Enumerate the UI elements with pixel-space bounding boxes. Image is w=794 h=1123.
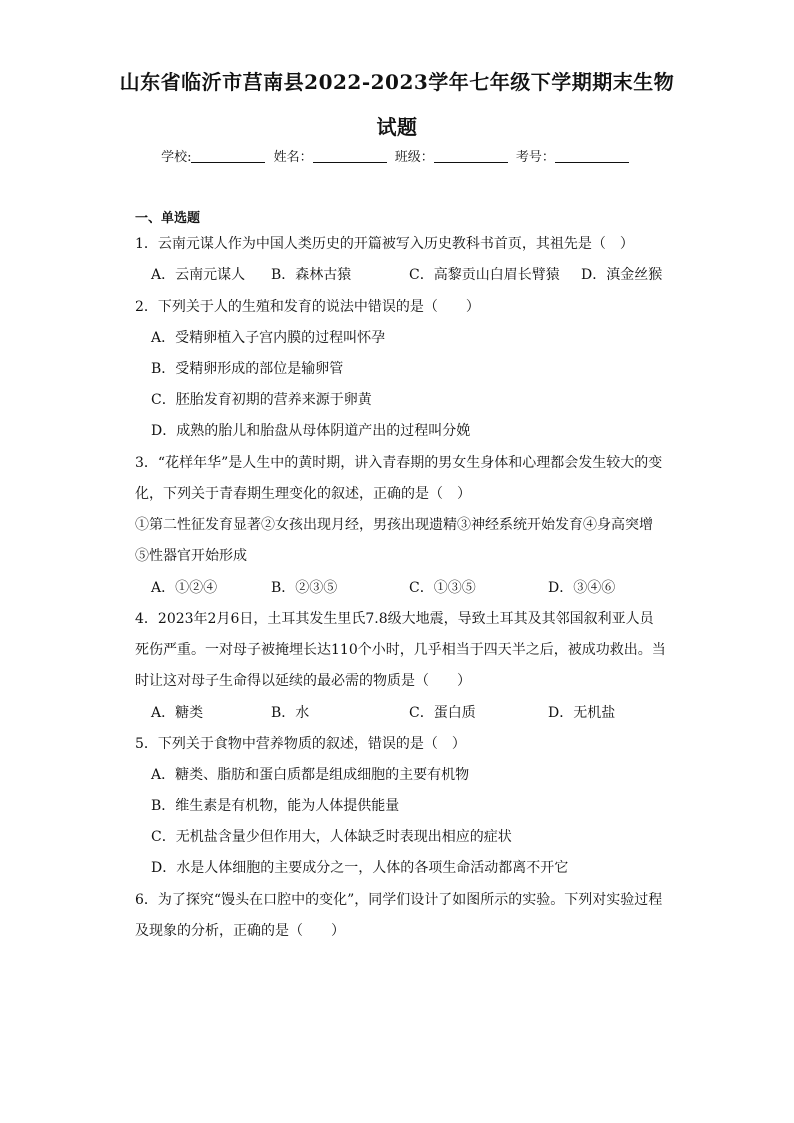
- school-label: 学校:: [161, 150, 192, 165]
- exam-title: 山东省临沂市莒南县2022-2023学年七年级下学期期末生物: [119, 70, 675, 94]
- option-d[interactable]: D．成熟的胎儿和胎盘从母体阴道产出的过程叫分娩: [151, 423, 471, 439]
- question-3-statements: ①第二性征发育显著②女孩出现月经，男孩出现遗精③神经系统开始发育④身高突增: [135, 517, 653, 533]
- option-d[interactable]: D．③④⑥: [548, 580, 616, 596]
- exam-number-label: 考号：: [515, 150, 555, 165]
- question-6-stem-line2: 及现象的分析，正确的是（ ）: [135, 923, 345, 939]
- exam-title-continued: 试题: [376, 115, 418, 139]
- option-a[interactable]: A．糖类: [151, 705, 204, 721]
- option-b[interactable]: B．森林古猿: [271, 267, 352, 283]
- option-a[interactable]: A．糖类、脂肪和蛋白质都是组成细胞的主要有机物: [151, 767, 470, 783]
- option-b[interactable]: B．维生素是有机物，能为人体提供能量: [151, 798, 400, 814]
- option-b[interactable]: B．②③⑤: [271, 580, 338, 596]
- name-label: 姓名：: [273, 150, 313, 165]
- name-blank[interactable]: [313, 149, 387, 163]
- question-5-stem: 5．下列关于食物中营养物质的叙述，错误的是（ ）: [135, 736, 466, 752]
- class-label: 班级：: [394, 150, 434, 165]
- option-a[interactable]: A．云南元谋人: [151, 267, 246, 283]
- option-c[interactable]: C．高黎贡山白眉长臂猿: [409, 267, 560, 283]
- option-c[interactable]: C．胚胎发育初期的营养来源于卵黄: [151, 392, 372, 408]
- option-b[interactable]: B．受精卵形成的部位是输卵管: [151, 361, 344, 377]
- section-heading: 一、单选题: [135, 211, 201, 226]
- exam-number-blank[interactable]: [555, 149, 629, 163]
- option-c[interactable]: C．无机盐含量少但作用大，人体缺乏时表现出相应的症状: [151, 829, 512, 845]
- question-3-stem: 3．“花样年华”是人生中的黄时期，讲入青春期的男女生身体和心理都会发生较大的变: [135, 455, 663, 471]
- option-c[interactable]: C．蛋白质: [409, 705, 476, 721]
- option-d[interactable]: D．无机盐: [548, 705, 616, 721]
- option-b[interactable]: B．水: [271, 705, 310, 721]
- class-blank[interactable]: [434, 149, 508, 163]
- question-3-stem-line2: 化，下列关于青春期生理变化的叙述，正确的是（ ）: [135, 486, 471, 502]
- question-4-stem-line3: 时让这对母子生命得以延续的最必需的物质是（ ）: [135, 673, 471, 689]
- question-6-stem: 6．为了探究“馒头在口腔中的变化”，同学们设计了如图所示的实验。下列对实验过程: [135, 892, 663, 908]
- question-2-stem: 2．下列关于人的生殖和发育的说法中错误的是（ ）: [135, 299, 480, 315]
- option-a[interactable]: A．①②④: [151, 580, 218, 596]
- question-3-statements-line2: ⑤性器官开始形成: [135, 548, 247, 564]
- question-4-stem: 4．2023年2月6日，土耳其发生里氏7.8级大地震，导致土耳其及其邻国叙利亚人员: [135, 611, 654, 627]
- school-blank[interactable]: [191, 149, 265, 163]
- question-1-stem: 1．云南元谋人作为中国人类历史的开篇被写入历史教科书首页，其祖先是（ ）: [135, 236, 634, 252]
- option-d[interactable]: D．滇金丝猴: [581, 267, 663, 283]
- student-info-row: [0, 146, 794, 165]
- option-c[interactable]: C．①③⑤: [409, 580, 476, 596]
- question-4-stem-line2: 死伤严重。一对母子被掩埋长达110个小时，几乎相当于四天半之后，被成功救出。当: [135, 642, 666, 658]
- option-a[interactable]: A．受精卵植入子宫内膜的过程叫怀孕: [151, 330, 386, 346]
- option-d[interactable]: D．水是人体细胞的主要成分之一，人体的各项生命活动都离不开它: [151, 860, 569, 876]
